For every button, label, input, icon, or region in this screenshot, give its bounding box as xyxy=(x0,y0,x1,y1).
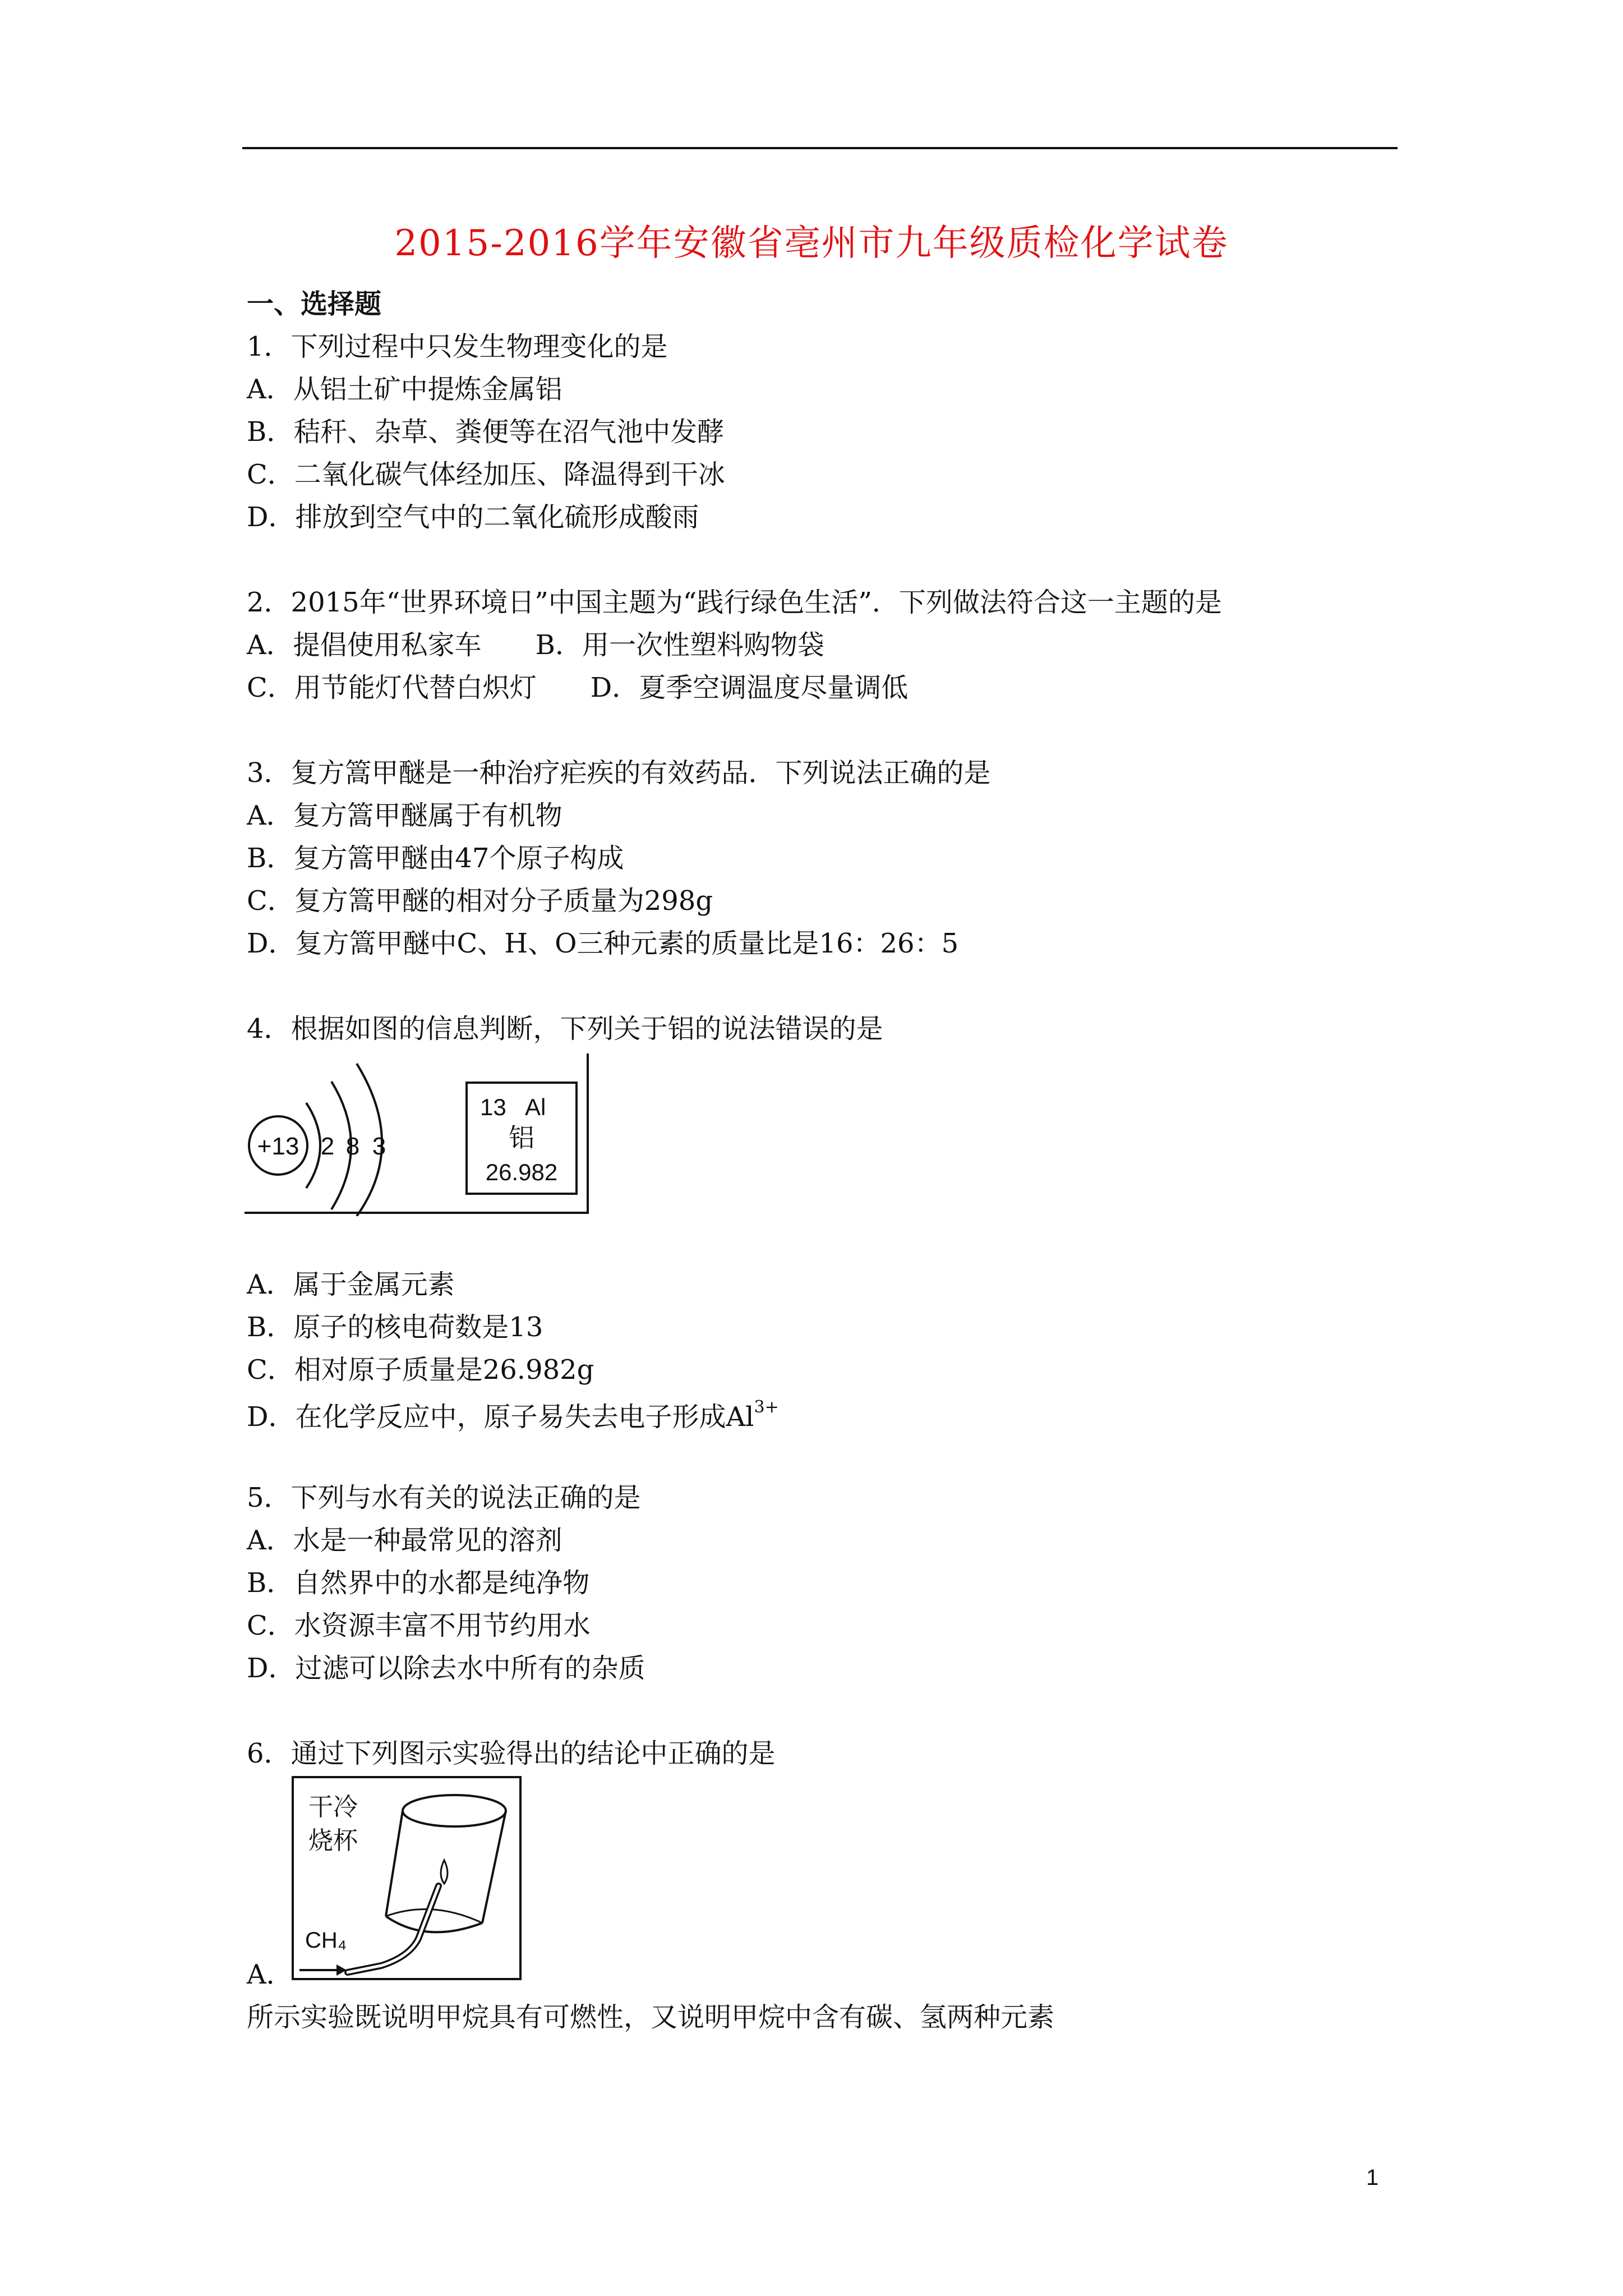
question-6-option-a-label: A． xyxy=(247,1959,293,1990)
ion-charge-superscript: 3+ xyxy=(754,1397,779,1417)
section-heading: 一、选择题 xyxy=(247,288,382,320)
question-3-option-d: D．复方篙甲醚中C、H、O三种元素的质量比是16：26：5 xyxy=(247,928,959,959)
shell-electrons-2: 8 xyxy=(345,1133,360,1160)
question-2-options-cd: C．用节能灯代替白炽灯 D．夏季空调温度尽量调低 xyxy=(247,672,909,703)
question-5-option-c: C．水资源丰富不用节约用水 xyxy=(247,1610,591,1641)
question-2-stem: 2．2015年“世界环境日”中国主题为“践行绿色生活”．下列做法符合这一主题的是 xyxy=(247,587,1222,618)
question-4-option-b: B．原子的核电荷数是13 xyxy=(247,1312,543,1343)
beaker-label-line1: 干冷 xyxy=(308,1793,358,1821)
question-3-option-c: C．复方篙甲醚的相对分子质量为298g xyxy=(247,885,713,917)
question-4-option-a: A．属于金属元素 xyxy=(247,1269,455,1300)
atomic-number: 13 xyxy=(480,1094,506,1120)
gas-tube xyxy=(348,1886,439,1972)
question-3-option-b: B．复方篙甲醚由47个原子构成 xyxy=(247,843,624,874)
question-1-stem: 1．下列过程中只发生物理变化的是 xyxy=(247,331,668,362)
gas-label: CH₄ xyxy=(305,1928,347,1953)
question-5-option-b: B．自然界中的水都是纯净物 xyxy=(247,1567,590,1599)
arrow-right-icon xyxy=(299,1964,347,1976)
question-4-option-c: C．相对原子质量是26.982g xyxy=(247,1354,594,1386)
question-1-option-d: D．排放到空气中的二氧化硫形成酸雨 xyxy=(247,501,699,533)
question-6-stem: 6．通过下列图示实验得出的结论中正确的是 xyxy=(247,1738,776,1769)
question-4-option-d xyxy=(247,1397,779,1433)
question-4-option-d-text: D．在化学反应中，原子易失去电子形成Al xyxy=(247,1401,754,1433)
flame-icon xyxy=(441,1860,448,1884)
aluminum-atom-figure xyxy=(245,1053,592,1216)
page-number: 1 xyxy=(1366,2165,1379,2190)
question-6-option-a-text: 所示实验既说明甲烷具有可燃性，又说明甲烷中含有碳、氢两种元素 xyxy=(247,2001,1055,2033)
page-title: 2015-2016学年安徽省亳州市九年级质检化学试卷 xyxy=(394,223,1229,264)
nucleus-charge: +13 xyxy=(257,1133,299,1160)
question-5-stem: 5．下列与水有关的说法正确的是 xyxy=(247,1482,641,1513)
header-rule xyxy=(242,147,1398,149)
question-5-option-a: A．水是一种最常见的溶剂 xyxy=(247,1525,562,1556)
element-name: 铝 xyxy=(509,1122,534,1153)
question-2-options-ab: A．提倡使用私家车 B．用一次性塑料购物袋 xyxy=(247,629,824,661)
shell-electrons-1: 2 xyxy=(320,1133,335,1160)
shell-electrons-3: 3 xyxy=(372,1133,386,1160)
methane-combustion-figure xyxy=(292,1776,522,1980)
question-3-option-a: A．复方篙甲醚属于有机物 xyxy=(247,800,562,831)
question-4-stem: 4．根据如图的信息判断，下列关于铝的说法错误的是 xyxy=(247,1013,883,1045)
question-1-option-c: C．二氧化碳气体经加压、降温得到干冰 xyxy=(247,459,725,490)
element-symbol: Al xyxy=(525,1094,546,1120)
beaker-label-line2: 烧杯 xyxy=(308,1826,358,1855)
question-5-option-d: D．过滤可以除去水中所有的杂质 xyxy=(247,1653,645,1684)
question-1-option-b: B．秸秆、杂草、粪便等在沼气池中发酵 xyxy=(247,416,725,448)
question-3-stem: 3．复方篙甲醚是一种治疗疟疾的有效药品．下列说法正确的是 xyxy=(247,757,991,789)
atomic-mass: 26.982 xyxy=(485,1159,558,1185)
question-1-option-a: A．从铝土矿中提炼金属铝 xyxy=(247,374,562,405)
